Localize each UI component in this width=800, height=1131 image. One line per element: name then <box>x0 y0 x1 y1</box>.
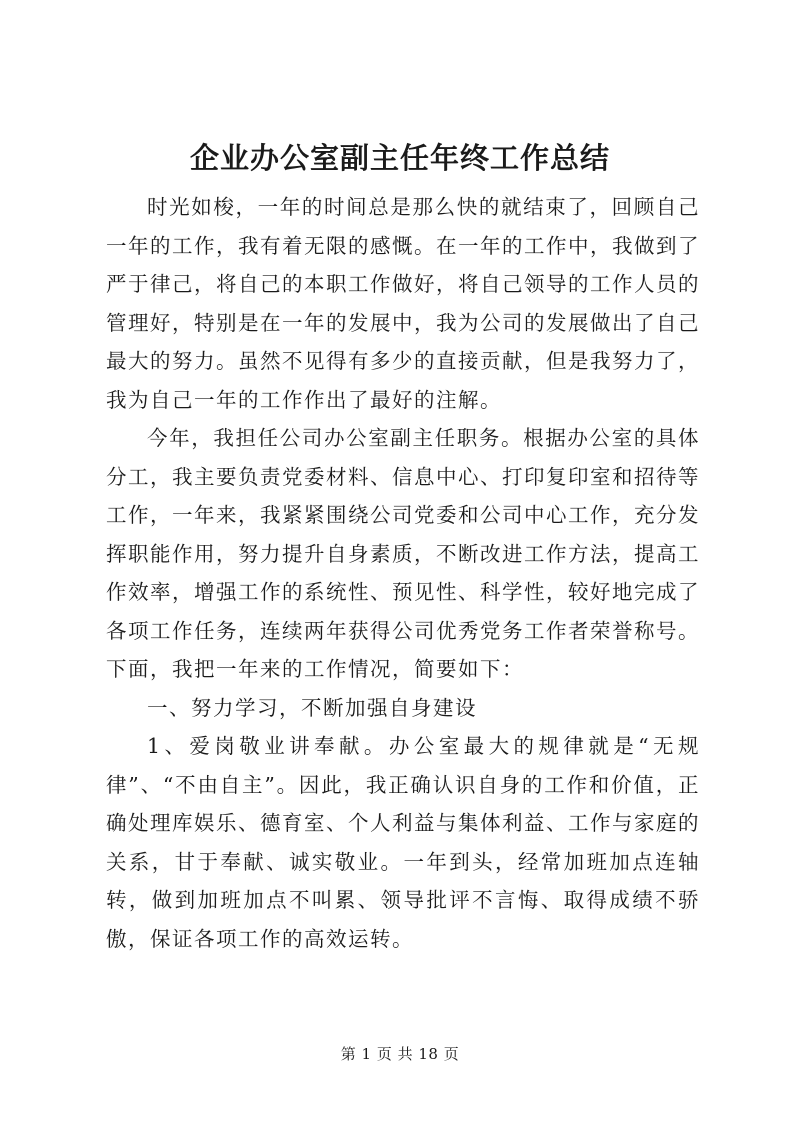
paragraph-dedication: 1、爱岗敬业讲奉献。办公室最大的规律就是“无规律”、“不由自主”。因此，我正确认识自身的工作和价值，正确处理库娱乐、德育室、个人利益与集体利益、工作与家庭的关系，甘于奉献、诚实敬业。一年到头，经常加班加点连轴转，做到加班加点不叫累、领导批评不言悔、取得成绩不骄傲，保证各项工作的高效运转。 <box>106 734 700 951</box>
paragraph-intro: 时光如梭，一年的时间总是那么快的就结束了，回顾自己一年的工作，我有着无限的感慨。在一年的工作中，我做到了严于律己，将自己的本职工作做好，将自己领导的工作人员的管理好，特别是在一年的发展中，我为公司的发展做出了自己最大的努力。虽然不见得有多少的直接贡献，但是我努力了，我为自己一年的工作作出了最好的注解。 <box>106 195 700 412</box>
section-heading-1: 一、努力学习，不断加强自身建设 <box>147 695 477 720</box>
page-number-footer: 第 1 页 共 18 页 <box>340 1045 460 1063</box>
document-title: 企业办公室副主任年终工作总结 <box>189 141 610 175</box>
paragraph-duties: 今年，我担任公司办公室副主任职务。根据办公室的具体分工，我主要负责党委材料、信息中心、打印复印室和招待等工作，一年来，我紧紧围绕公司党委和公司中心工作，充分发挥职能作用，努力提升自身素质，不断改进工作方法，提高工作效率，增强工作的系统性、预见性、科学性，较好地完成了各项工作任务，连续两年获得公司优秀党务工作者荣誉称号。下面，我把一年来的工作情况，简要如下： <box>106 426 700 681</box>
document-body <box>106 188 700 958</box>
